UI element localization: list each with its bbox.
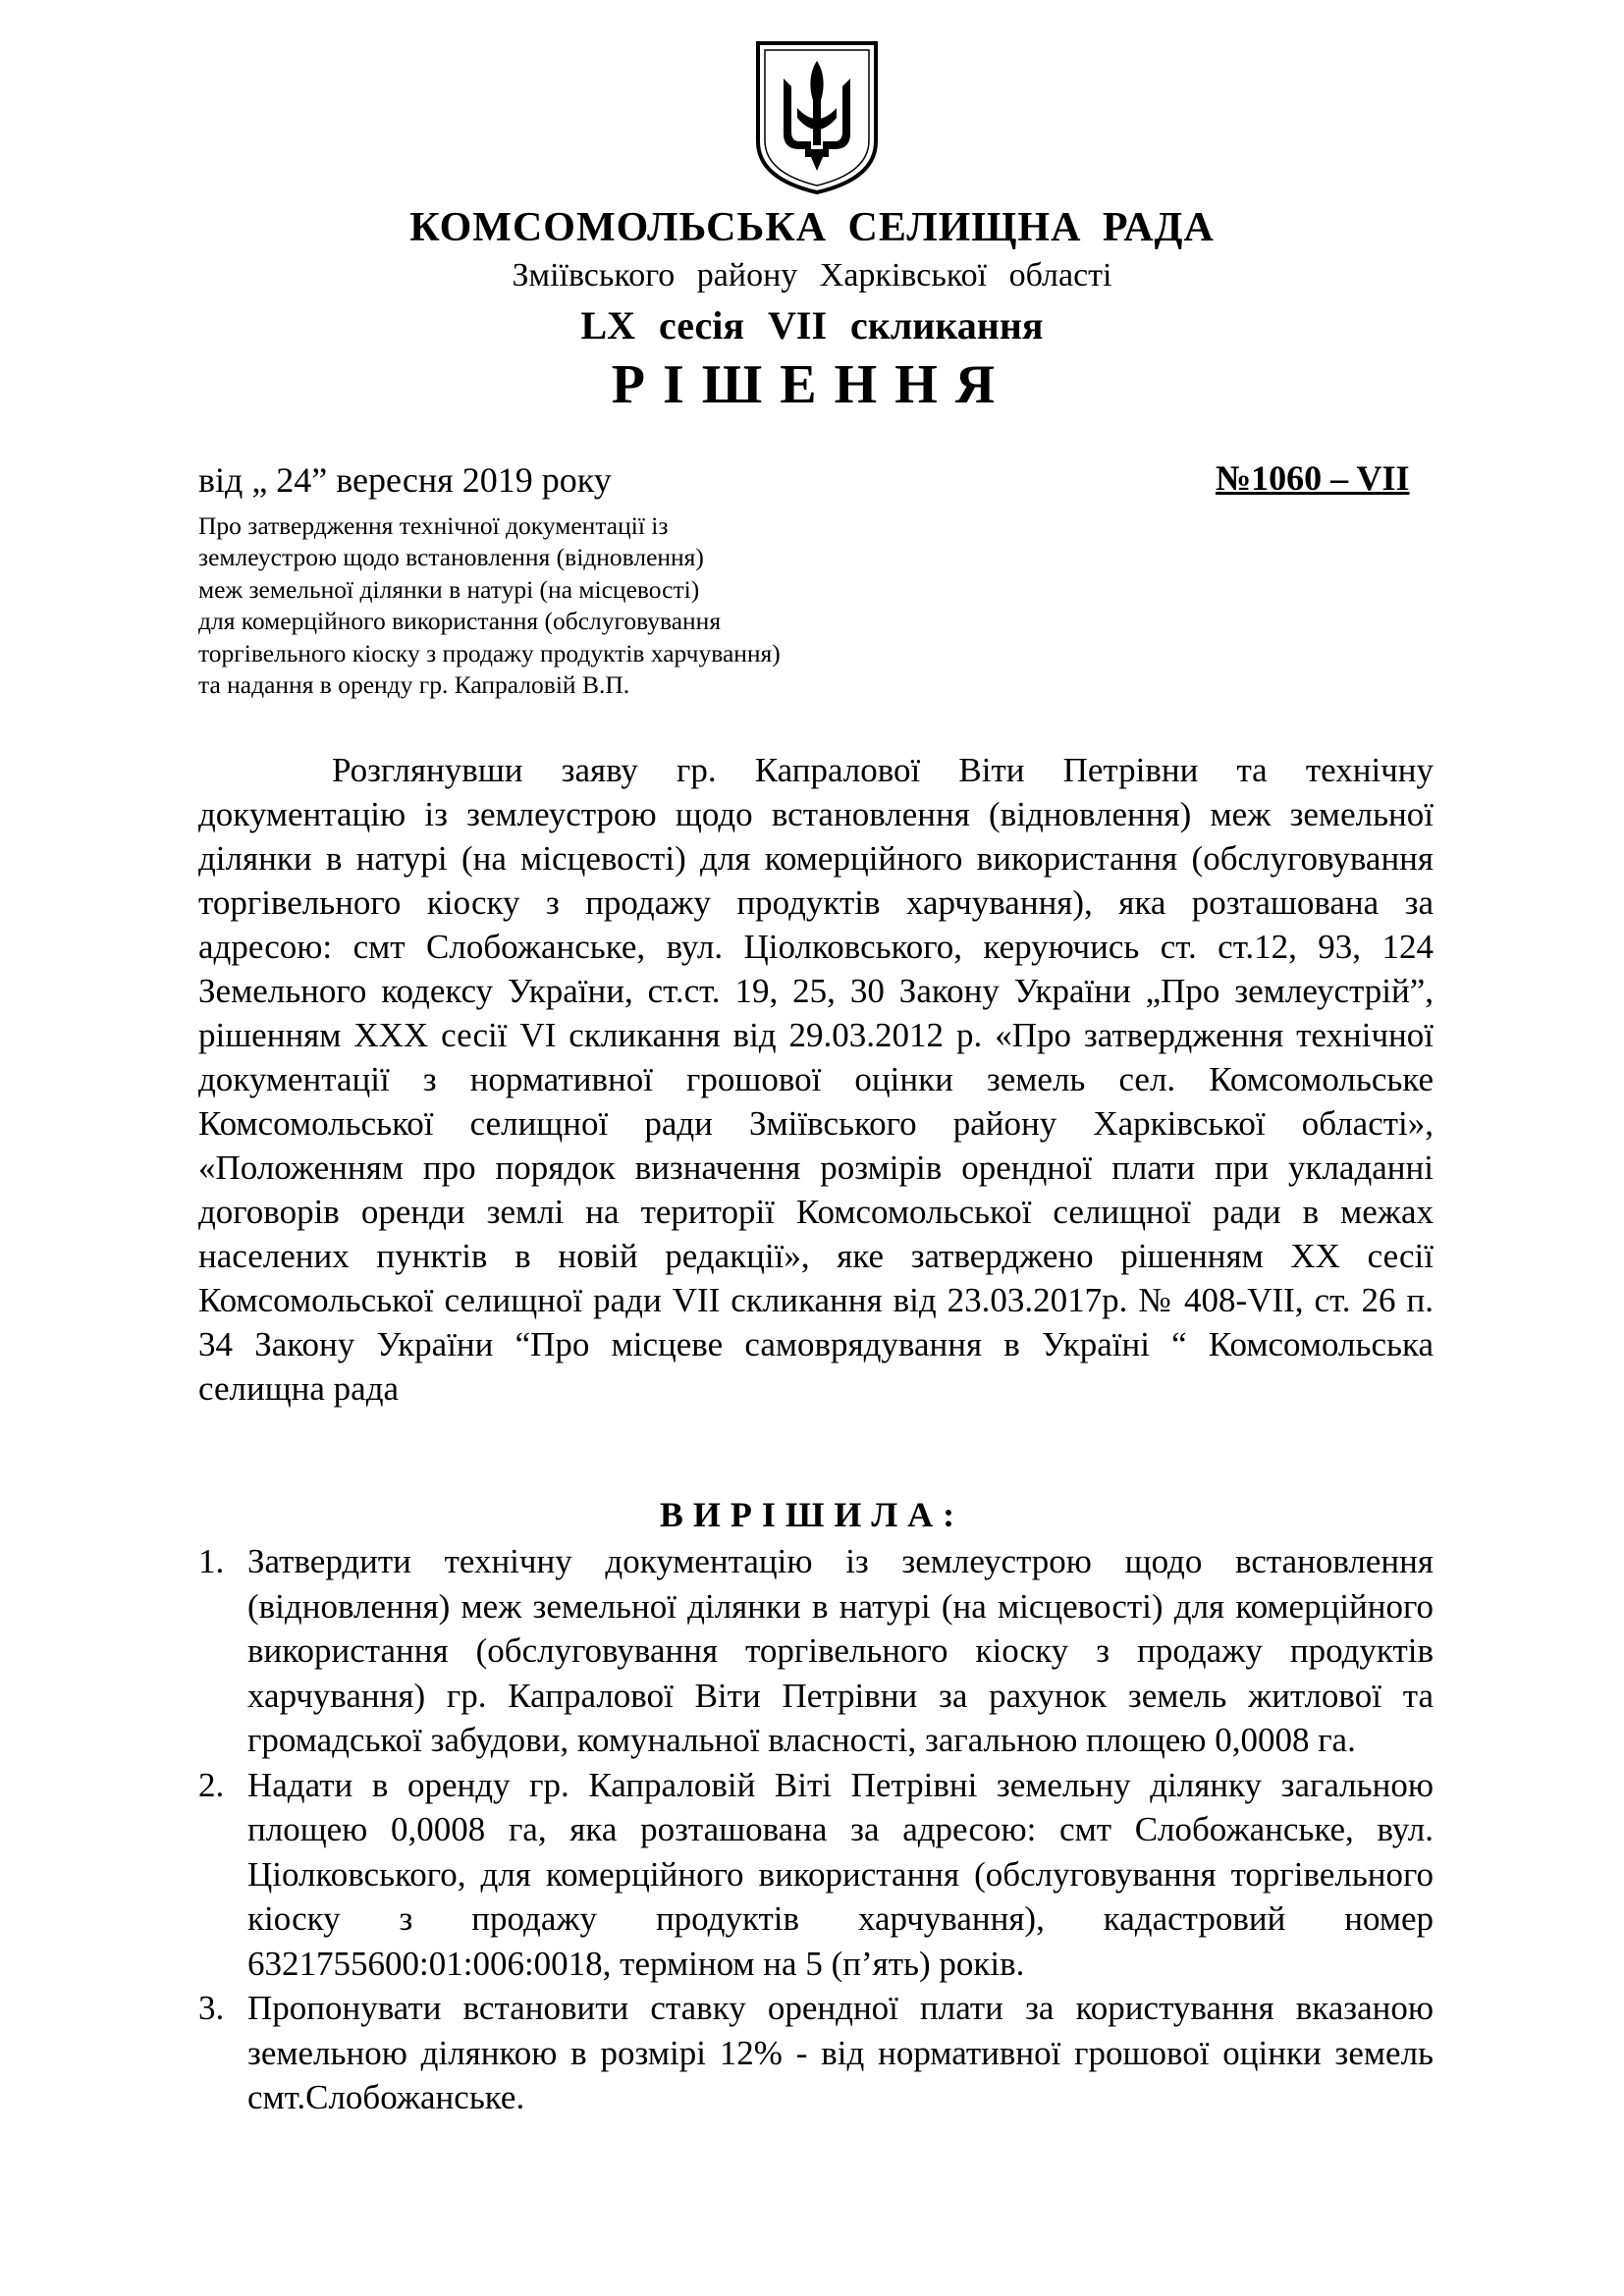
decision-number: №1060 – VII bbox=[1216, 458, 1410, 498]
preamble-section bbox=[198, 748, 1434, 1411]
decision-item-number: 3. bbox=[198, 1989, 225, 2027]
subject-line: меж земельної ділянки в натурі (на місцевості) bbox=[198, 574, 700, 604]
decision-date: від „ 24” вересня 2019 року bbox=[198, 460, 612, 500]
decision-item-number: 2. bbox=[198, 1765, 225, 1804]
resolved-heading: ВИРІШИЛА: bbox=[659, 1495, 965, 1534]
decision-item bbox=[198, 1763, 1434, 1987]
decision-item-text: Пропонувати встановити ставку орендної плати за користування вказаною земельною ділянкою в розмірі 12% - від нормативної грошової оцінки земель смт.Слобожанське. bbox=[247, 1989, 1434, 2116]
subject-line: Про затвердження технічної документації із bbox=[198, 511, 669, 540]
district-region: Зміївського району Харківської області bbox=[512, 257, 1112, 294]
decisions-list bbox=[198, 1539, 1434, 2120]
subject-line: та надання в оренду гр. Капраловій В.П. bbox=[198, 670, 630, 700]
decision-item-text: Затвердити технічну документацію із землеустрою щодо встановлення (відновлення) меж земельної ділянки в натурі (на місцевості) для комерційного використання (обслуговування торгівельного кіоску з продажу продуктів харчування) гр. Капралової Віти Петрівни за рахунок земель житлової та громадської забудови, комунальної власності, загальною площею 0,0008 га. bbox=[247, 1542, 1434, 1759]
subject-line: торгівельного кіоску з продажу продуктів харчування) bbox=[198, 638, 781, 667]
decision-item-number: 1. bbox=[198, 1542, 225, 1580]
session-convocation: LX сесія VII скликання bbox=[580, 303, 1044, 347]
decision-item bbox=[198, 1539, 1434, 1763]
subject-line: землеустрою щодо встановлення (відновлення) bbox=[198, 543, 704, 572]
coat-of-arms-emblem bbox=[754, 39, 880, 196]
tryzub-coat-of-arms-icon bbox=[754, 39, 880, 196]
decision-item bbox=[198, 1986, 1434, 2120]
council-name: КОМСОМОЛЬСЬКА СЕЛИЩНА РАДА bbox=[409, 205, 1215, 250]
subject-line: для комерційного використання (обслуговування bbox=[198, 607, 722, 636]
decision-item-text: Надати в оренду гр. Капраловій Віті Петрівні земельну ділянку загальною площею 0,0008 га, яка розташована за адресою: смт Слобожанське, вул. Ціолковського, для комерційного використання (обслуговування торгівельного кіоску з продажу продуктів харчування), кадастровий номер 6321755600:01:006:0018, терміном на 5 (п’ять) років. bbox=[247, 1765, 1434, 1983]
decision-subject bbox=[198, 510, 945, 701]
document-type-title: РІШЕННЯ bbox=[611, 354, 1013, 415]
preamble-paragraph: Розглянувши заяву гр. Капралової Віти Петрівни та технічну документацію із землеустрою щодо встановлення (відновлення) меж земельної ділянки в натурі (на місцевості) для комерційного використання (обслуговування торгівельного кіоску з продажу продуктів харчування), яка розташована за адресою: смт Слобожанське, вул. Ціолковського, керуючись ст. ст.12, 93, 124 Земельного кодексу України, ст.ст. 19, 25, 30 Закону України „Про землеустрій”, рішенням ХХХ сесії VI скликання від 29.03.2012 р. «Про затвердження технічної документації з нормативної грошової оцінки земель сел. Комсомольське Комсомольської селищної ради Зміївського району Харківської області», «Положенням про порядок визначення розмірів орендної плати при укладанні договорів оренди землі на території Комсомольської селищної ради в межах населених пунктів в новій редакції», яке затверджено рішенням ХХ сесії Комсомольської селищної ради VII скликання від 23.03.2017р. № 408-VII, ст. 26 п. 34 Закону України “Про місцеве самоврядування в Україні “ Комсомольська селищна рада bbox=[198, 751, 1434, 1408]
